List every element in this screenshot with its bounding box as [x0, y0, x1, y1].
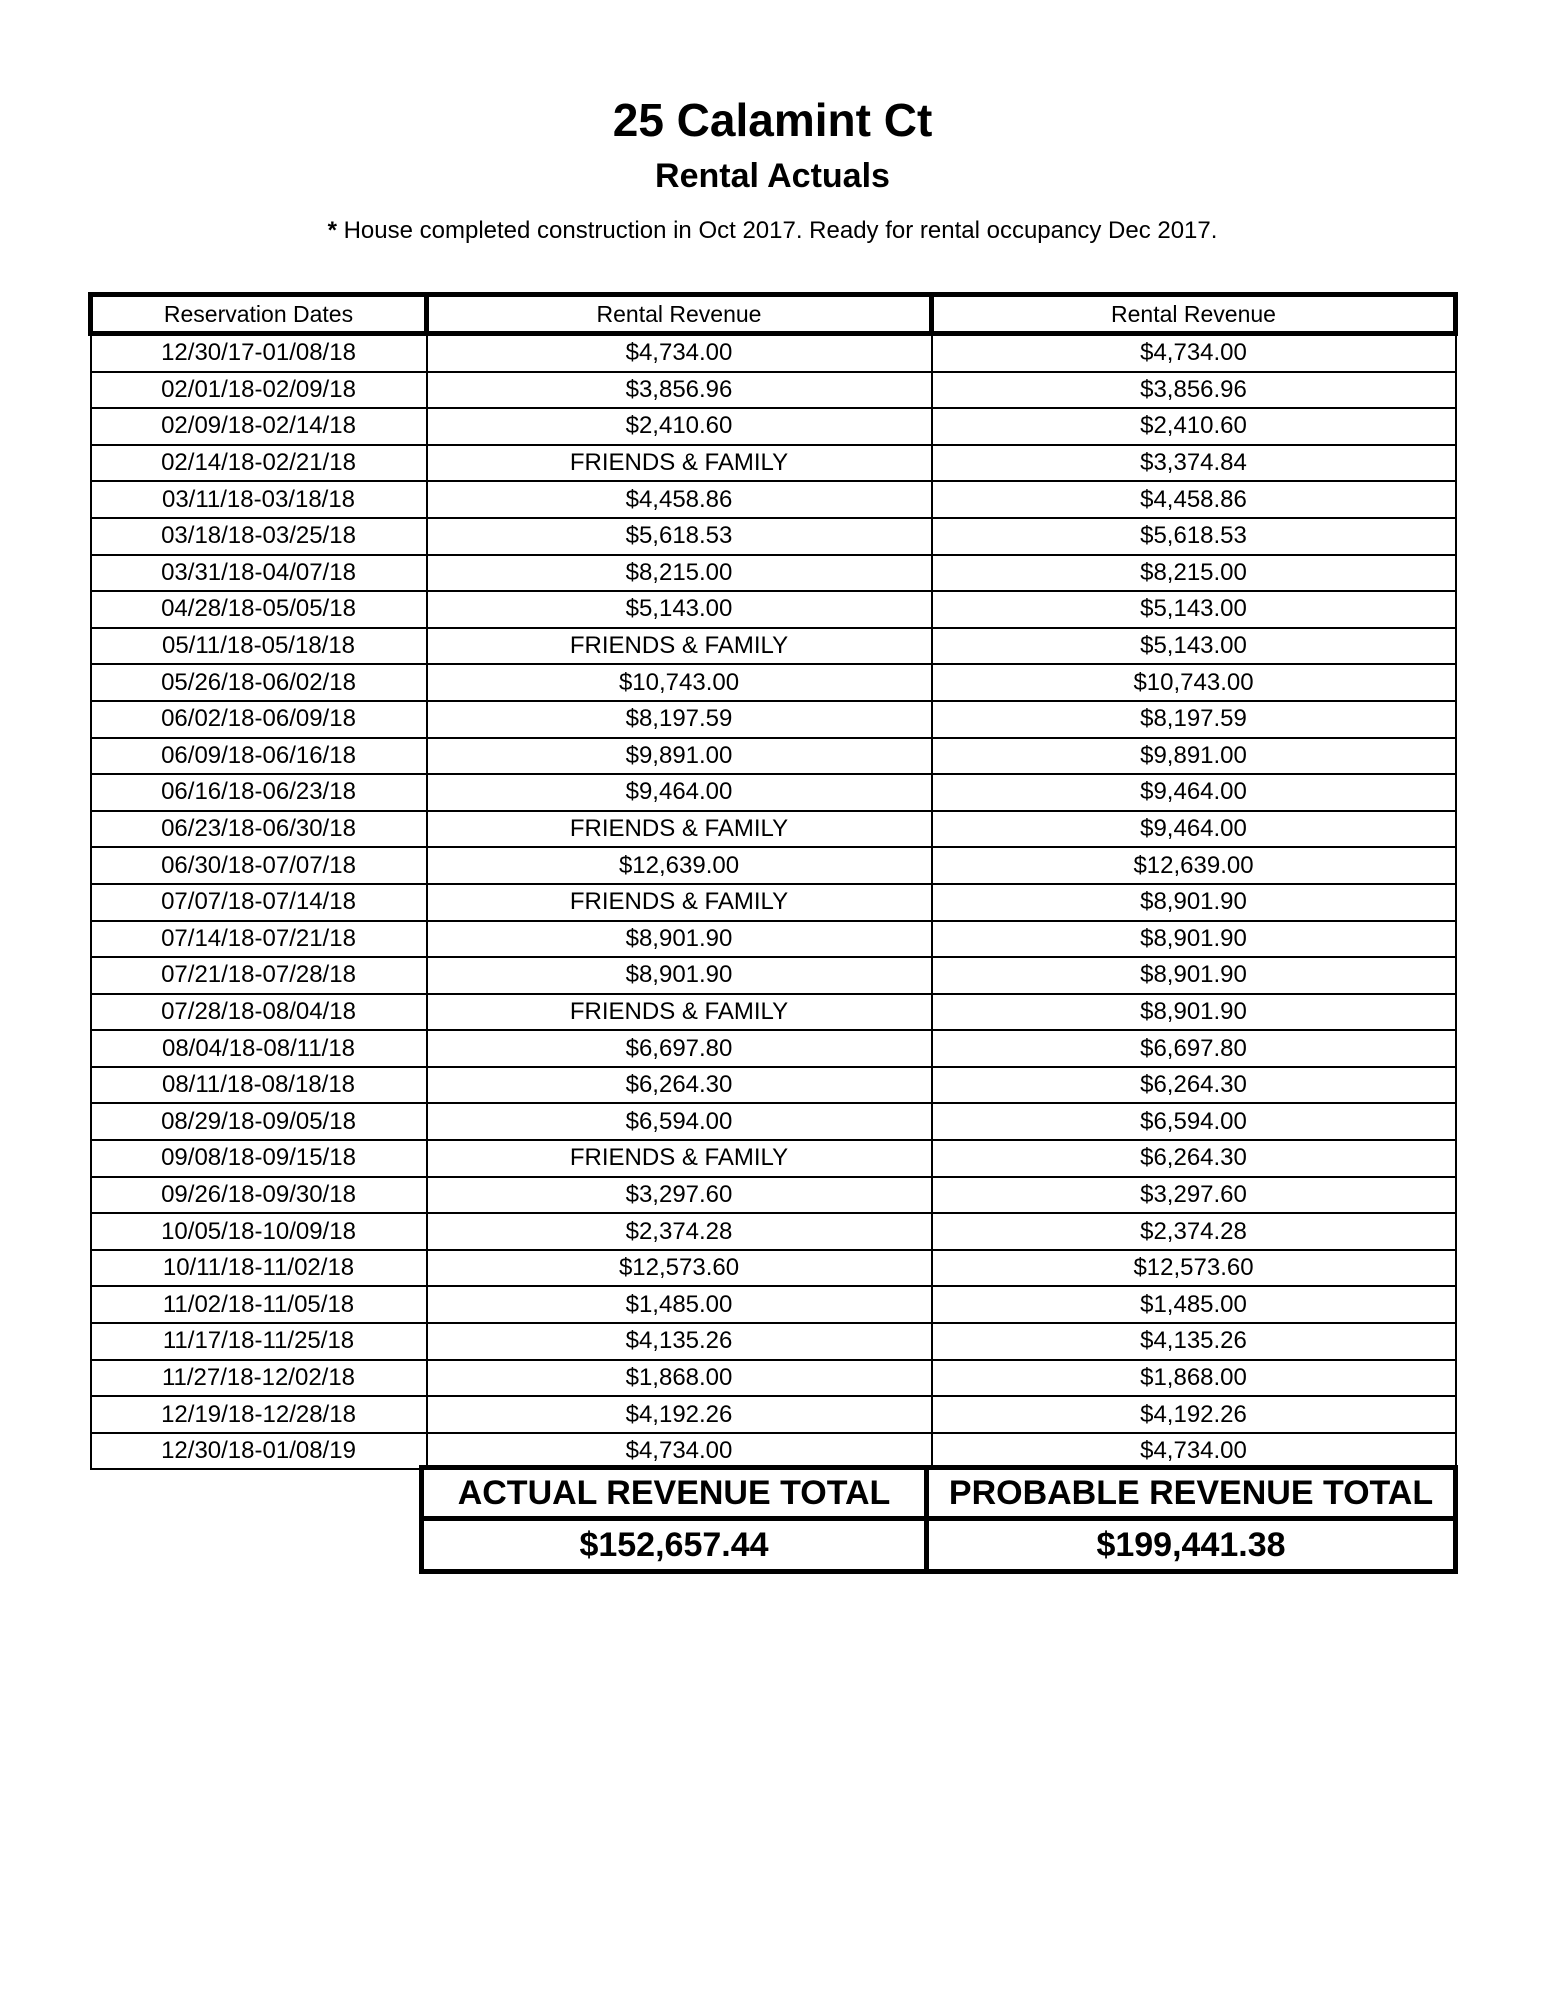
table-row	[91, 481, 1456, 518]
table-row	[91, 334, 1456, 372]
reservation-dates-cell: 12/30/17-01/08/18	[91, 334, 427, 372]
reservation-dates-cell: 08/29/18-09/05/18	[91, 1103, 427, 1140]
reservation-dates-cell: 06/09/18-06/16/18	[91, 738, 427, 775]
table-row	[91, 408, 1456, 445]
table-row	[91, 701, 1456, 738]
page-title: 25 Calamint Ct	[612, 94, 933, 146]
rental-table	[88, 292, 1458, 1470]
table-row	[91, 518, 1456, 555]
reservation-dates-cell: 03/11/18-03/18/18	[91, 481, 427, 518]
actual-total-value: $152,657.44	[422, 1519, 927, 1572]
probable-revenue-cell: $4,135.26	[932, 1323, 1456, 1360]
probable-revenue-cell: $4,458.86	[932, 481, 1456, 518]
probable-revenue-cell: $12,573.60	[932, 1250, 1456, 1287]
table-row	[91, 1177, 1456, 1214]
table-body	[91, 334, 1456, 1470]
probable-revenue-cell: $3,374.84	[932, 445, 1456, 482]
column-header-actual-revenue: Rental Revenue	[427, 295, 932, 334]
probable-revenue-cell: $4,192.26	[932, 1396, 1456, 1433]
rental-revenue-cell: $2,410.60	[427, 408, 932, 445]
rental-revenue-cell: FRIENDS & FAMILY	[427, 884, 932, 921]
rental-revenue-cell: FRIENDS & FAMILY	[427, 994, 932, 1031]
rental-revenue-cell: $8,901.90	[427, 957, 932, 994]
actual-total-label: ACTUAL REVENUE TOTAL	[422, 1468, 927, 1519]
rental-revenue-cell: FRIENDS & FAMILY	[427, 811, 932, 848]
probable-revenue-cell: $2,410.60	[932, 408, 1456, 445]
table-header-row	[91, 295, 1456, 334]
probable-revenue-cell: $12,639.00	[932, 847, 1456, 884]
totals-table	[419, 1465, 1458, 1574]
reservation-dates-cell: 07/14/18-07/21/18	[91, 921, 427, 958]
probable-revenue-cell: $5,618.53	[932, 518, 1456, 555]
table-row	[91, 1433, 1456, 1470]
reservation-dates-cell: 11/17/18-11/25/18	[91, 1323, 427, 1360]
probable-revenue-cell: $8,901.90	[932, 994, 1456, 1031]
reservation-dates-cell: 06/02/18-06/09/18	[91, 701, 427, 738]
rental-revenue-cell: $4,192.26	[427, 1396, 932, 1433]
probable-total-label: PROBABLE REVENUE TOTAL	[927, 1468, 1456, 1519]
table-row	[91, 628, 1456, 665]
probable-revenue-cell: $5,143.00	[932, 628, 1456, 665]
rental-revenue-cell: $12,639.00	[427, 847, 932, 884]
probable-revenue-cell: $6,264.30	[932, 1067, 1456, 1104]
rental-revenue-cell: $5,143.00	[427, 591, 932, 628]
rental-revenue-cell: $8,215.00	[427, 555, 932, 592]
column-header-probable-revenue: Rental Revenue	[932, 295, 1456, 334]
probable-revenue-cell: $9,464.00	[932, 811, 1456, 848]
table-row	[91, 664, 1456, 701]
reservation-dates-cell: 05/11/18-05/18/18	[91, 628, 427, 665]
probable-revenue-cell: $6,594.00	[932, 1103, 1456, 1140]
column-header-dates: Reservation Dates	[91, 295, 427, 334]
reservation-dates-cell: 11/27/18-12/02/18	[91, 1360, 427, 1397]
probable-revenue-cell: $1,485.00	[932, 1286, 1456, 1323]
table-row	[91, 1030, 1456, 1067]
probable-revenue-cell: $8,215.00	[932, 555, 1456, 592]
reservation-dates-cell: 10/05/18-10/09/18	[91, 1213, 427, 1250]
rental-revenue-cell: $1,868.00	[427, 1360, 932, 1397]
probable-revenue-cell: $9,891.00	[932, 738, 1456, 775]
reservation-dates-cell: 07/28/18-08/04/18	[91, 994, 427, 1031]
rental-revenue-cell: FRIENDS & FAMILY	[427, 445, 932, 482]
table-row	[91, 884, 1456, 921]
totals-value-row	[422, 1519, 1456, 1572]
reservation-dates-cell: 03/31/18-04/07/18	[91, 555, 427, 592]
reservation-dates-cell: 06/30/18-07/07/18	[91, 847, 427, 884]
table-row	[91, 1067, 1456, 1104]
reservation-dates-cell: 06/16/18-06/23/18	[91, 774, 427, 811]
reservation-dates-cell: 08/11/18-08/18/18	[91, 1067, 427, 1104]
probable-revenue-cell: $3,856.96	[932, 372, 1456, 409]
reservation-dates-cell: 07/07/18-07/14/18	[91, 884, 427, 921]
probable-revenue-cell: $8,901.90	[932, 884, 1456, 921]
table-row	[91, 1140, 1456, 1177]
table-row	[91, 1396, 1456, 1433]
table-row	[91, 1103, 1456, 1140]
reservation-dates-cell: 06/23/18-06/30/18	[91, 811, 427, 848]
reservation-dates-cell: 10/11/18-11/02/18	[91, 1250, 427, 1287]
reservation-dates-cell: 03/18/18-03/25/18	[91, 518, 427, 555]
table-row	[91, 811, 1456, 848]
rental-revenue-cell: $4,734.00	[427, 1433, 932, 1470]
rental-revenue-cell: $6,594.00	[427, 1103, 932, 1140]
reservation-dates-cell: 02/09/18-02/14/18	[91, 408, 427, 445]
rental-revenue-cell: $9,891.00	[427, 738, 932, 775]
table-row	[91, 591, 1456, 628]
table-row	[91, 994, 1456, 1031]
rental-revenue-cell: $8,197.59	[427, 701, 932, 738]
totals-label-row	[422, 1468, 1456, 1519]
rental-revenue-cell: $4,458.86	[427, 481, 932, 518]
table-row	[91, 957, 1456, 994]
probable-revenue-cell: $2,374.28	[932, 1213, 1456, 1250]
reservation-dates-cell: 12/19/18-12/28/18	[91, 1396, 427, 1433]
table-row	[91, 445, 1456, 482]
table-row	[91, 1360, 1456, 1397]
rental-revenue-cell: $10,743.00	[427, 664, 932, 701]
rental-revenue-cell: $4,135.26	[427, 1323, 932, 1360]
table-row	[91, 847, 1456, 884]
table-row	[91, 372, 1456, 409]
probable-revenue-cell: $1,868.00	[932, 1360, 1456, 1397]
probable-revenue-cell: $4,734.00	[932, 334, 1456, 372]
rental-revenue-cell: FRIENDS & FAMILY	[427, 1140, 932, 1177]
probable-revenue-cell: $6,697.80	[932, 1030, 1456, 1067]
reservation-dates-cell: 07/21/18-07/28/18	[91, 957, 427, 994]
rental-revenue-cell: $6,264.30	[427, 1067, 932, 1104]
note-asterisk: *	[327, 217, 337, 244]
table-row	[91, 738, 1456, 775]
probable-revenue-cell: $9,464.00	[932, 774, 1456, 811]
probable-revenue-cell: $4,734.00	[932, 1433, 1456, 1470]
probable-revenue-cell: $3,297.60	[932, 1177, 1456, 1214]
probable-revenue-cell: $10,743.00	[932, 664, 1456, 701]
rental-revenue-cell: $4,734.00	[427, 334, 932, 372]
reservation-dates-cell: 04/28/18-05/05/18	[91, 591, 427, 628]
table-row	[91, 921, 1456, 958]
table-row	[91, 555, 1456, 592]
table-row	[91, 1213, 1456, 1250]
table-row	[91, 1250, 1456, 1287]
reservation-dates-cell: 02/01/18-02/09/18	[91, 372, 427, 409]
rental-revenue-cell: $1,485.00	[427, 1286, 932, 1323]
rental-revenue-cell: $5,618.53	[427, 518, 932, 555]
rental-revenue-cell: $2,374.28	[427, 1213, 932, 1250]
reservation-dates-cell: 09/08/18-09/15/18	[91, 1140, 427, 1177]
reservation-dates-cell: 12/30/18-01/08/19	[91, 1433, 427, 1470]
probable-revenue-cell: $8,901.90	[932, 921, 1456, 958]
table-row	[91, 1323, 1456, 1360]
rental-revenue-cell: FRIENDS & FAMILY	[427, 628, 932, 665]
rental-revenue-cell: $3,297.60	[427, 1177, 932, 1214]
rental-revenue-cell: $6,697.80	[427, 1030, 932, 1067]
probable-revenue-cell: $8,197.59	[932, 701, 1456, 738]
rental-revenue-cell: $9,464.00	[427, 774, 932, 811]
table-row	[91, 774, 1456, 811]
page-subtitle: Rental Actuals	[655, 157, 890, 195]
reservation-dates-cell: 11/02/18-11/05/18	[91, 1286, 427, 1323]
reservation-dates-cell: 02/14/18-02/21/18	[91, 445, 427, 482]
rental-revenue-cell: $12,573.60	[427, 1250, 932, 1287]
reservation-dates-cell: 09/26/18-09/30/18	[91, 1177, 427, 1214]
reservation-dates-cell: 08/04/18-08/11/18	[91, 1030, 427, 1067]
probable-revenue-cell: $8,901.90	[932, 957, 1456, 994]
probable-total-value: $199,441.38	[927, 1519, 1456, 1572]
rental-revenue-cell: $8,901.90	[427, 921, 932, 958]
rental-revenue-cell: $3,856.96	[427, 372, 932, 409]
table-row	[91, 1286, 1456, 1323]
note-text: House completed construction in Oct 2017. Ready for rental occupancy Dec 2017.	[343, 217, 1218, 244]
reservation-dates-cell: 05/26/18-06/02/18	[91, 664, 427, 701]
probable-revenue-cell: $5,143.00	[932, 591, 1456, 628]
construction-note	[0, 214, 1545, 248]
probable-revenue-cell: $6,264.30	[932, 1140, 1456, 1177]
